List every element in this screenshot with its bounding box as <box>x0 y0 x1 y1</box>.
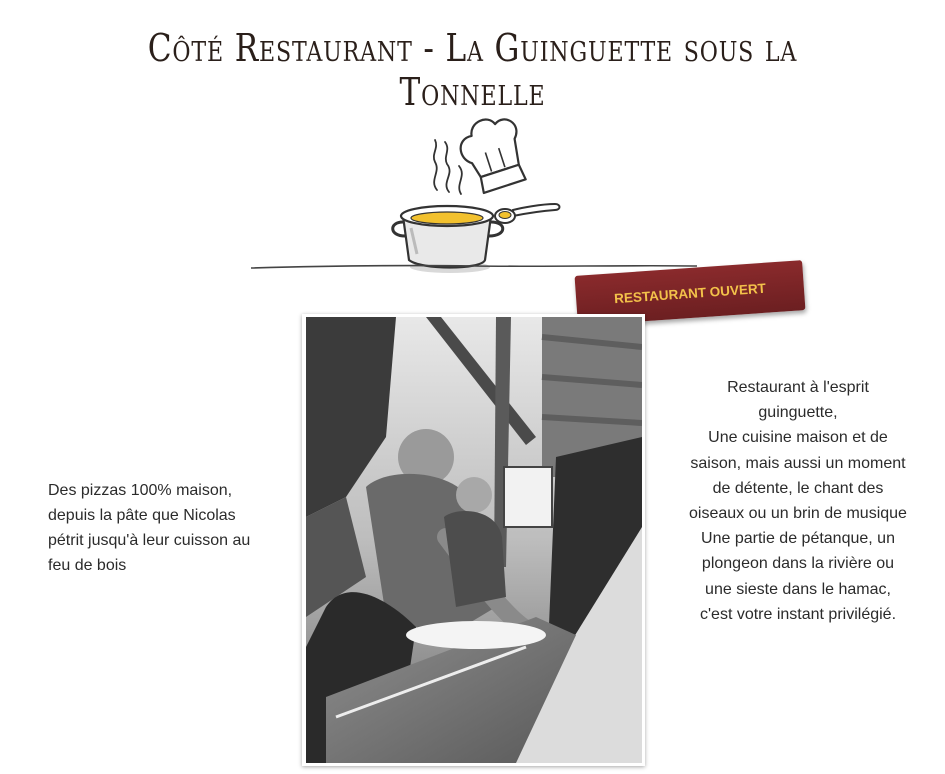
badge-label: RESTAURANT OUVERT <box>613 280 767 306</box>
pizza-description: Des pizzas 100% maison, depuis la pâte que Nicolas pétrit jusqu'à leur cuisson au feu de bois <box>48 482 251 574</box>
description-line: c'est votre instant privilégié. <box>699 605 897 623</box>
description-line: Restaurant à l'esprit guinguette, <box>727 379 869 422</box>
description-line: Une partie de pétanque, un plongeon dans la rivière ou une sieste dans le hamac, <box>701 530 895 598</box>
restaurant-description <box>688 375 908 627</box>
chef-hat-icon <box>454 112 532 196</box>
cooking-pot-icon <box>393 206 503 273</box>
pizza-making-photo <box>302 314 645 766</box>
page-title: Côté Restaurant - La Guinguette sous la Tonnelle <box>147 26 798 114</box>
steam-icon <box>434 140 462 194</box>
description-line: Une cuisine maison et de saison, mais aussi un moment de détente, le chant des oiseaux ou un brin de musique <box>689 429 907 523</box>
ladle-icon <box>495 204 560 223</box>
kitchen-illustration <box>245 112 705 277</box>
